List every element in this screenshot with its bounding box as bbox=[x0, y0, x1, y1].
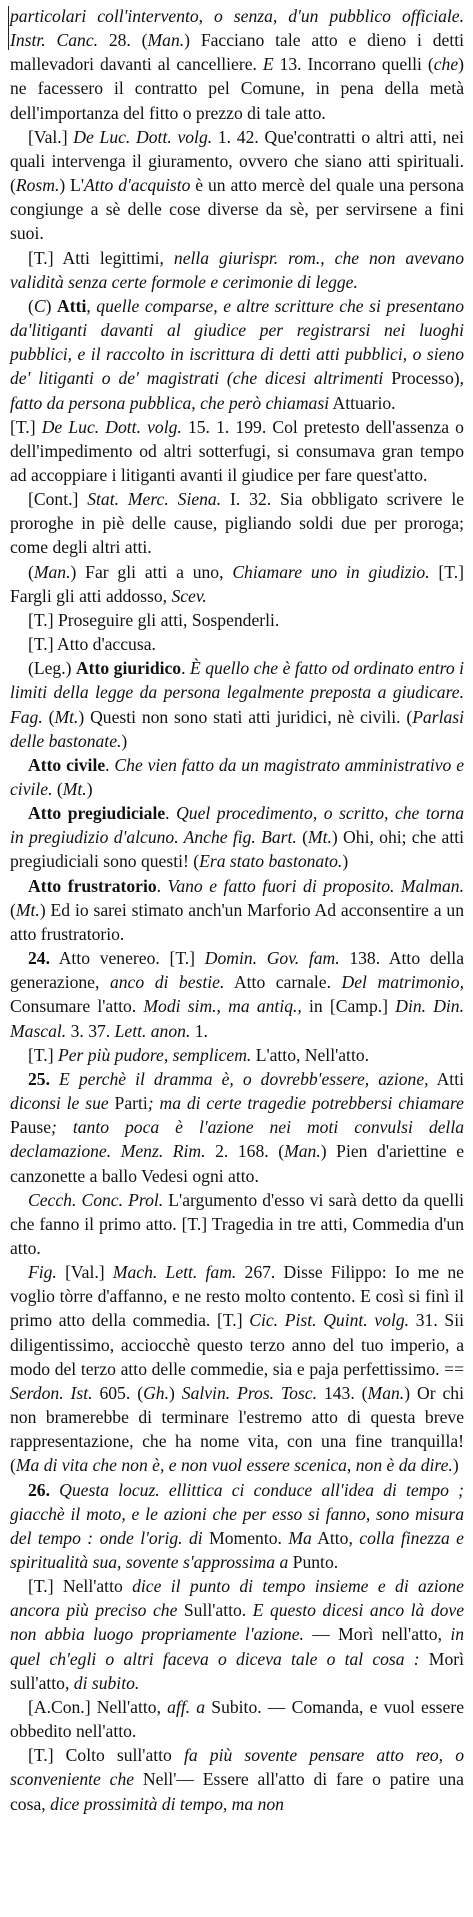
text-run: ( bbox=[28, 295, 34, 316]
text-run: [T.] Proseguire gli atti, Sospenderli. bbox=[28, 609, 280, 630]
text-run: [T.] Atto d'accusa. bbox=[28, 634, 156, 655]
text-run: I. 32. Sia obbligato scrivere le proroghe in piè delle cause, pigliando soldi due per proroga; come degli altri atti. bbox=[10, 489, 465, 558]
text-run: 15. 1. 199. Col pretesto dell'assenza o dell'impedimento od altri sotterfugi, si consumava gran tempo ad accoppiare i litiganti avanti il giudice per fare quest'atto. bbox=[10, 416, 464, 485]
text-run: ) Facciano tale atto e dieno i detti mallevadori davanti al cancelliere. bbox=[10, 30, 464, 75]
italic-text: C bbox=[33, 295, 46, 316]
text-run: Parti bbox=[108, 1093, 148, 1114]
italic-text: Ma bbox=[288, 1527, 312, 1548]
italic-text: E questo dicesi anco là dove non abbia luogo propriamente l'azione. bbox=[10, 1600, 465, 1645]
text-run: Atto bbox=[311, 1527, 349, 1548]
italic-text: ; tanto poca è l'azione nei moti convulsi della declamazione. Menz. Rim. bbox=[10, 1117, 464, 1162]
text-run: ) Or chi non bramerebbe di terminare l'estremo atto di questa breve rappresentazione, che ha nome vita, con una fine tranquilla! ( bbox=[10, 1382, 464, 1476]
text-run: , bbox=[86, 295, 97, 316]
entry-paragraph bbox=[10, 1043, 464, 1067]
text-run: ) Far gli atti a uno, bbox=[70, 561, 233, 582]
italic-text: Din. Din. Mascal. bbox=[10, 996, 465, 1041]
text-run: ) bbox=[86, 779, 93, 799]
text-run bbox=[50, 1069, 59, 1089]
italic-text: Mt. bbox=[307, 827, 332, 848]
entry-paragraph bbox=[10, 801, 464, 873]
text-run: L'atto, Nell'atto. bbox=[251, 1044, 370, 1065]
entry-headword: 25. bbox=[28, 1068, 50, 1089]
text-run: 267. Disse Filippo: Io me ne voglio tòrre d'affanno, e ne resto molto contento. E così si finì il primo atto della commedia. [T.] bbox=[10, 1262, 464, 1331]
text-run: (Leg.) bbox=[28, 658, 76, 679]
entry-headword: 26. bbox=[28, 1479, 50, 1500]
text-run: Punto. bbox=[288, 1552, 339, 1572]
italic-text: Quel procedimento, o scritto, che torna in pregiudizio d'alcuno. Anche fig. Bart. bbox=[10, 803, 464, 848]
text-run: Momento. bbox=[202, 1527, 289, 1548]
text-run: . bbox=[165, 803, 177, 824]
italic-text: particolari coll'intervento, o senza, d'un pubblico officiale. Instr. Canc. bbox=[10, 6, 464, 51]
italic-text: Vano e fatto fuori di proposito. Malman. bbox=[167, 875, 464, 896]
text-run: ( bbox=[28, 561, 34, 582]
text-run: [T.] bbox=[28, 1044, 58, 1065]
italic-text: Man. bbox=[284, 1141, 321, 1162]
text-run: 13. Incorrano quelli ( bbox=[273, 54, 434, 75]
italic-text: Gh. bbox=[143, 1382, 169, 1403]
italic-text: , colla finezza e spiritualità sua, sovente s'approssima a bbox=[10, 1527, 464, 1572]
italic-text: Rosm. bbox=[15, 175, 60, 196]
text-run: ( bbox=[42, 706, 55, 727]
text-run: ) bbox=[342, 851, 349, 872]
italic-text: De Luc. Dott. volg. bbox=[41, 416, 182, 437]
text-run: [T.] bbox=[10, 416, 42, 437]
italic-text: Cic. Pist. Quint. volg. bbox=[249, 1310, 410, 1331]
text-run: ) bbox=[121, 730, 128, 751]
text-run: ) Pien d'ariettine e canzonette a ballo Vedesi ogni atto. bbox=[10, 1141, 465, 1186]
text-run: Atto venereo. [T.] bbox=[50, 948, 205, 969]
italic-text: E perchè il dramma è, o dovrebb'essere, azione, bbox=[59, 1068, 429, 1089]
italic-text: quelle comparse, e altre scritture che si presentano da'litiganti davanti al giudice per registrarsi nei luoghi pubblici, e il raccolto in iscrittura di detti atti pubblici, o sieno de' litiganti o de' magistrati (che dicesi altrimenti bbox=[10, 295, 464, 389]
text-run: . bbox=[105, 754, 115, 775]
text-run: ) Ohi, ohi; che atti pregiudiciali sono questi! ( bbox=[10, 827, 464, 872]
margin-rule bbox=[8, 6, 9, 50]
text-run: ) bbox=[452, 1455, 459, 1476]
text-run: . bbox=[181, 658, 190, 679]
entry-paragraph bbox=[10, 656, 464, 753]
entry-paragraph bbox=[10, 1695, 464, 1743]
text-run: 2. 168. ( bbox=[205, 1141, 285, 1162]
entry-paragraph bbox=[10, 753, 464, 801]
text-run: 31. Sii diligentissimo, acciocchè questo terzo anno del tuo imperio, a modo del terzo atto delle commedie, sia e paja perfettissimo. == bbox=[10, 1310, 464, 1379]
text-run: 138. Atto della generazione, bbox=[10, 948, 465, 993]
text-run: [A.Con.] Nell'atto, bbox=[28, 1696, 168, 1717]
entry-paragraph bbox=[10, 1574, 464, 1695]
entry-paragraph bbox=[10, 1478, 464, 1575]
text-run: Processo), bbox=[383, 368, 464, 389]
entry-paragraph bbox=[10, 1743, 464, 1815]
entry-headword: Atto civile bbox=[28, 754, 106, 775]
text-run: 1. 42. Que'contratti o altri atti, nei quali intervenga il giuramento, ovvero che siano atti spirituali. ( bbox=[10, 126, 464, 196]
italic-text: Salvin. Pros. Tosc. bbox=[181, 1382, 318, 1403]
italic-text: aff. a bbox=[167, 1696, 206, 1717]
text-run: Sull'atto. bbox=[177, 1600, 253, 1621]
italic-text: È quello che è fatto od ordinato entro i limiti della legge da persona legalmente preposta a giudicare. Fag. bbox=[10, 658, 464, 727]
entry-paragraph bbox=[10, 246, 464, 294]
entry-paragraph bbox=[10, 632, 464, 656]
entry-paragraph bbox=[10, 415, 464, 487]
entry-paragraph bbox=[10, 1260, 464, 1477]
text-run: Nell'— Essere all'atto di fare o patire una cosa, bbox=[10, 1769, 464, 1814]
text-run: [Val.] bbox=[56, 1262, 113, 1283]
entry-headword: Atto pregiudiciale bbox=[28, 803, 166, 824]
italic-text: Cecch. Conc. Prol. bbox=[28, 1189, 164, 1210]
italic-text: Atto d'acquisto bbox=[84, 175, 191, 196]
italic-text: Serdon. Ist. bbox=[10, 1382, 93, 1403]
italic-text: fatto da persona pubblica, che però chiamasi bbox=[10, 392, 330, 413]
text-run: è un atto mercè del quale una persona congiunge a sè delle cose diverse da sè, per servirsene a fini suoi. bbox=[10, 175, 464, 244]
text-run: ) L' bbox=[59, 175, 85, 196]
text-run: 143. ( bbox=[317, 1382, 368, 1403]
italic-text: Mt. bbox=[54, 706, 79, 727]
text-run: Morì sull'atto, bbox=[10, 1648, 464, 1693]
text-run: [Val.] bbox=[28, 126, 74, 147]
italic-text: dice il punto di tempo insieme e di azione ancora più preciso che bbox=[10, 1576, 464, 1621]
entry-paragraph bbox=[10, 560, 464, 608]
text-run: in [Camp.] bbox=[301, 996, 396, 1017]
entry-paragraph bbox=[10, 608, 464, 632]
italic-text: Questa locuz. ellittica ci conduce all'idea di tempo ; giacchè il moto, e le azioni che per esso si fanno, sono misura del tempo : onde l'orig. di bbox=[10, 1479, 464, 1548]
text-run: ( bbox=[296, 827, 308, 848]
italic-text: Ma di vita che non è, e non vuol essere scenica, non è da dire. bbox=[15, 1455, 453, 1476]
text-run: 3. 37. bbox=[66, 1020, 115, 1041]
italic-text: Chiamare uno in giudizio. bbox=[232, 561, 430, 582]
text-run: 28. ( bbox=[98, 30, 148, 51]
entry-paragraph bbox=[10, 1067, 464, 1188]
text-run: Consumare l'atto. bbox=[10, 996, 144, 1017]
italic-text: Del matrimonio, bbox=[341, 972, 464, 993]
text-run: [T.] Atti legittimi, bbox=[28, 247, 174, 268]
text-run: . bbox=[156, 875, 168, 896]
text-run: ) bbox=[45, 295, 58, 316]
text-run: [T.] Fargli gli atti addosso, bbox=[10, 561, 464, 606]
text-run: ( bbox=[10, 899, 16, 920]
italic-text: Mt. bbox=[62, 779, 87, 799]
text-run: L'argumento d'esso vi sarà detto da quelli che fanno il primo atto. [T.] Tragedia in tre atti, Commedia d'un atto. bbox=[10, 1189, 464, 1258]
italic-text: De Luc. Dott. volg. bbox=[73, 126, 213, 147]
italic-text: ; ma di certe tragedie potrebbersi chiamare bbox=[147, 1093, 464, 1114]
text-run: ( bbox=[52, 779, 63, 799]
italic-text: Parlasi delle bastonate. bbox=[10, 706, 464, 751]
italic-text: Mach. Lett. fam. bbox=[112, 1262, 237, 1283]
text-run: Subito. — Comanda, e vuol essere obbedito nell'atto. bbox=[10, 1696, 465, 1742]
text-run: — Morì nell'atto, bbox=[303, 1624, 451, 1645]
entry-paragraph bbox=[10, 946, 464, 1043]
italic-text: nella giurispr. rom., che non avevano validità senza certe formole e cerimonie di legge. bbox=[10, 247, 464, 292]
text-run bbox=[50, 1480, 59, 1500]
italic-text: Modi sim., ma antiq., bbox=[143, 996, 302, 1017]
italic-text: in quel ch'egli o altri faceva o diceva tale o tal cosa : bbox=[10, 1624, 464, 1669]
italic-text: Era stato bastonato. bbox=[199, 851, 343, 872]
text-run: ) Questi non sono stati atti juridici, nè civili. ( bbox=[78, 706, 413, 727]
italic-text: Che vien fatto da un magistrato amministrativo e civile. bbox=[10, 754, 465, 799]
text-run: [T.] Colto sull'atto bbox=[28, 1745, 184, 1766]
italic-text: Per più pudore, semplicem. bbox=[57, 1044, 252, 1065]
italic-text: dice prossimità di tempo, ma non bbox=[50, 1793, 284, 1814]
entry-headword: Atti bbox=[57, 295, 87, 316]
italic-text: anco di bestie. bbox=[109, 972, 225, 993]
italic-text: Stat. Merc. Siena. bbox=[87, 489, 222, 510]
text-run: [Cont.] bbox=[28, 489, 88, 510]
italic-text: Lett. anon. bbox=[114, 1020, 191, 1041]
italic-text: diconsi le sue bbox=[10, 1093, 109, 1114]
italic-text: che bbox=[433, 54, 459, 75]
italic-text: Man. bbox=[367, 1382, 405, 1403]
entry-headword: Atto frustratorio bbox=[28, 875, 157, 896]
text-run: ) Ed io sarei stimato anch'un Marforio Ad acconsentire a un atto frustratorio. bbox=[10, 899, 464, 944]
entry-paragraph bbox=[10, 4, 464, 125]
italic-text: Domin. Gov. fam. bbox=[204, 948, 340, 969]
italic-text: Mt. bbox=[15, 899, 40, 920]
text-run: Attuario. bbox=[329, 392, 396, 413]
italic-text: fa più sovente pensare atto reo, o sconveniente che bbox=[10, 1745, 464, 1790]
entry-paragraph bbox=[10, 1188, 464, 1260]
italic-text: Fig. bbox=[28, 1262, 57, 1283]
text-run: ) bbox=[168, 1382, 182, 1403]
text-run: 605. ( bbox=[92, 1382, 144, 1403]
entry-headword: 24. bbox=[28, 948, 50, 969]
text-run: 1. bbox=[190, 1020, 208, 1041]
entry-paragraph bbox=[10, 487, 464, 559]
entry-paragraph bbox=[10, 294, 464, 415]
text-run: Pause bbox=[10, 1117, 52, 1138]
text-run: Atti bbox=[428, 1068, 464, 1089]
italic-text: Man. bbox=[147, 30, 185, 51]
text-run: [T.] Nell'atto bbox=[28, 1576, 133, 1597]
italic-text: di subito. bbox=[73, 1672, 140, 1693]
text-run: Atto carnale. bbox=[224, 972, 342, 993]
italic-text: Scev. bbox=[171, 585, 207, 606]
text-run: ) ne facessero il contratto pel Comune, in pena della metà dell'importanza del fitto o prezzo di tale atto. bbox=[10, 54, 464, 123]
dictionary-entry-text bbox=[10, 4, 464, 1816]
entry-headword: Atto giuridico bbox=[75, 658, 182, 679]
italic-text: E bbox=[262, 54, 274, 75]
entry-paragraph bbox=[10, 125, 464, 246]
italic-text: Man. bbox=[33, 561, 71, 582]
entry-paragraph bbox=[10, 874, 464, 946]
